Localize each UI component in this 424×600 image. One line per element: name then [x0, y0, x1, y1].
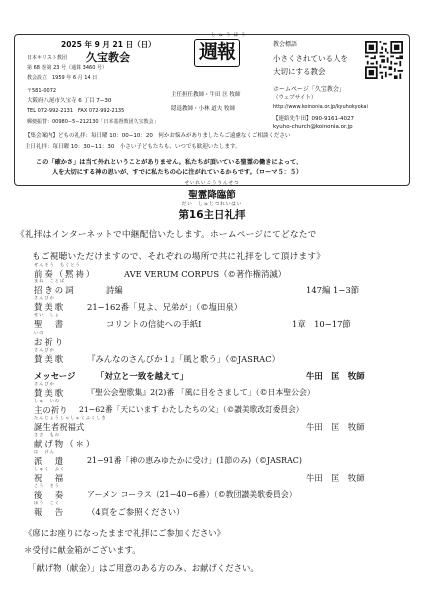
service-item-detail: 『みんなのさんびか１』「風と歌う」（©JASRAC） — [87, 354, 281, 364]
service-item-ruby: さんびか — [34, 381, 55, 386]
service-item-label: 祝 福 — [34, 473, 66, 483]
liturgical-season: 聖霊降臨節 — [188, 190, 236, 201]
service-item-label: メッセージ — [34, 371, 76, 381]
service-item-detail: 21−62番「天にいます わたしたちの父」（©讃美歌改訂委員会） — [79, 405, 304, 414]
service-item-hymn-3 — [34, 381, 414, 404]
contact-email[interactable]: kyuho-church@koinonia.or.jp — [273, 124, 353, 130]
pastor-retired: 隠退教師・小林 道夫 牧師 — [171, 106, 235, 112]
seating-note: 《席にお座りになったままで礼拝にご参加ください》 — [24, 528, 225, 538]
service-item-reference: 147編 1−3節 — [306, 285, 360, 295]
service-item-postlude — [34, 483, 414, 506]
bulletin-date: 2025 年 9 月 21 日（日） — [61, 40, 156, 49]
service-item-detail: 詩編 — [106, 285, 123, 295]
service-item-hymn-1 — [34, 295, 414, 318]
church-address: 大阪府八尾市久宝寺 6 丁目 7−30 — [27, 98, 112, 104]
service-item-offering — [34, 432, 414, 455]
service-item-detail: AVE VERUM CORPUS（©著作権消滅） — [124, 269, 287, 279]
service-title: 第16主日礼拝 — [178, 209, 246, 221]
scripture-verse-line-2: 人を大切にする神の思いが、すでに私たちの心に注がれているからです。（ローマ５：５） — [52, 169, 303, 176]
service-item-detail: （4頁をご参照ください） — [87, 507, 185, 517]
service-item-officiant: 牛田 匡 牧師 — [306, 422, 365, 432]
service-item-ruby: ささ もの — [34, 432, 60, 437]
broadcast-notice-line-2: もご視聴いただけますので、それぞれの場所で共に礼拝をして頂けます》 — [32, 252, 326, 262]
gathering-info-1: 【集会案内】どもの礼拝：毎日曜 10：00−10：20 何かお悩みがありましたらご遠慮なくご相談ください — [25, 133, 291, 139]
pastor-main: 主任担任教師・牛田 匡 牧師 — [171, 92, 241, 98]
service-item-prelude — [34, 262, 414, 285]
service-item-benediction — [34, 466, 414, 489]
service-item-officiant: 牛田 匡 牧師 — [306, 473, 365, 483]
service-item-ruby: は けん — [34, 449, 55, 454]
bulletin-title: 週報 — [194, 39, 240, 67]
denomination: 日本キリスト教団 — [27, 55, 67, 61]
church-name: 久宝教会 — [86, 51, 130, 64]
service-item-birthday-blessing — [34, 415, 414, 438]
service-item-detail: 『聖公会聖歌集』2(2)番 「風に目をさまして」（©日本聖公会） — [87, 388, 315, 397]
service-item-ruby: こう そう — [34, 483, 60, 488]
service-item-label: 献げ物（＊） — [34, 439, 97, 449]
service-item-detail: 21−91番「神の恵みゆたかに受け」(1節のみ)（©JASRAC) — [87, 456, 302, 465]
motto-heading: 教会標語 — [273, 41, 298, 48]
contact-phone: 【連絡先牛田】090-9161-4027 — [273, 116, 354, 122]
founded-date: 教会設立 1959 年 6 月 14 日 — [27, 75, 98, 81]
service-item-detail: コリントの信徒への手紙Ⅰ — [106, 319, 202, 329]
service-item-hymn-2 — [34, 347, 414, 370]
postal-transfer: 郵便振替：00980−5−212130「日本基督教団久宝教会」 — [27, 119, 159, 125]
service-item-ruby: さんびか — [34, 347, 55, 352]
service-item-reference: 1章 10−17節 — [292, 319, 351, 329]
service-item-label: 賛美歌 — [34, 302, 66, 312]
service-item-ruby: さんびか — [34, 295, 55, 300]
service-item-message — [34, 370, 414, 387]
broadcast-notice-line-1: 《礼拝はインターネットで中継配信いたします。ホームページにてどなたで — [16, 230, 317, 240]
service-item-label: 聖 書 — [34, 319, 66, 329]
service-item-ruby: しゅく ふく — [34, 466, 66, 471]
service-item-label: 派 遣 — [34, 456, 66, 466]
offering-note: 「献げ物（献金）」はご用意のある方のみ、お献げください。 — [28, 563, 259, 573]
service-item-ruby: まね ことば — [34, 278, 66, 283]
service-item-call-to-worship — [34, 278, 414, 301]
service-item-detail: 21−162番「見よ、兄弟が」（©塩田泉） — [87, 302, 243, 312]
qr-code-icon[interactable] — [365, 41, 403, 79]
service-item-label: 賛美歌 — [34, 354, 66, 364]
service-item-label: 賛美歌 — [34, 388, 66, 398]
zip-code: 〒581-0072 — [27, 88, 57, 94]
service-item-announcements — [34, 500, 414, 523]
service-item-ruby: しゅ いの — [34, 398, 60, 403]
homepage-label: ホームページ「久宝教会」 — [273, 86, 345, 93]
tel-fax: TEL 072-992-2131 FAX 072-992-2135 — [27, 108, 125, 114]
issue-number: 第 68 巻第 23 号（通算 3460 号） — [27, 65, 107, 71]
service-item-ruby: ほう こく — [34, 500, 60, 505]
service-item-label: 招きの詞 — [34, 285, 76, 295]
homepage-url[interactable]: http://www.koinonia.or.jp/kyuhokyokai — [273, 104, 368, 110]
motto-line-2: 大切にする教会 — [273, 67, 326, 76]
service-item-label: 前奏（黙祷） — [34, 269, 97, 279]
service-item-prayer — [34, 330, 414, 353]
service-item-label: 誕生者祝福式 — [34, 422, 85, 432]
service-item-label: 報 告 — [34, 507, 66, 517]
service-item-ruby: ぜんそう もくとう — [34, 262, 81, 267]
offering-box-note: ＊受付に献金箱がございます。 — [24, 545, 141, 555]
service-item-ruby: せい しょ — [34, 312, 60, 317]
service-item-label: 主の祈り — [34, 405, 68, 415]
feast-ruby: せいれいこうりんせつ — [184, 181, 240, 186]
service-item-ruby: いの — [34, 330, 45, 335]
service-item-officiant: 牛田 匡 牧師 — [306, 371, 365, 381]
service-item-label: 後 奏 — [34, 490, 66, 500]
service-item-scripture — [34, 312, 414, 335]
motto-line-1: 小さくされている人を — [273, 54, 348, 63]
service-item-ruby: たんじょうしゃしゅくふくしき — [34, 415, 107, 420]
service-item-detail: アーメン コーラス（21−40−6番）（©教団讃美歌委員会） — [87, 490, 297, 499]
scripture-verse-line-1: この「確かさ」は当て外れということがありません。私たちが頂いている聖霊の働きによって、 — [36, 159, 303, 166]
service-item-detail: 「対立と一致を越えて」 — [96, 371, 189, 381]
gathering-info-2: 主日礼拝：毎日曜 10：30−11：30 小さい子どもたちも、いつでも歓迎いたします。 — [25, 144, 241, 150]
homepage-sub: （ウェブサイト） — [273, 95, 317, 101]
sunday-ruby: だい しゅじつれいはい — [181, 202, 243, 207]
service-item-label: お祈り — [34, 337, 66, 347]
title-reading: しゅうほう — [211, 33, 249, 38]
service-item-sending — [34, 449, 414, 472]
